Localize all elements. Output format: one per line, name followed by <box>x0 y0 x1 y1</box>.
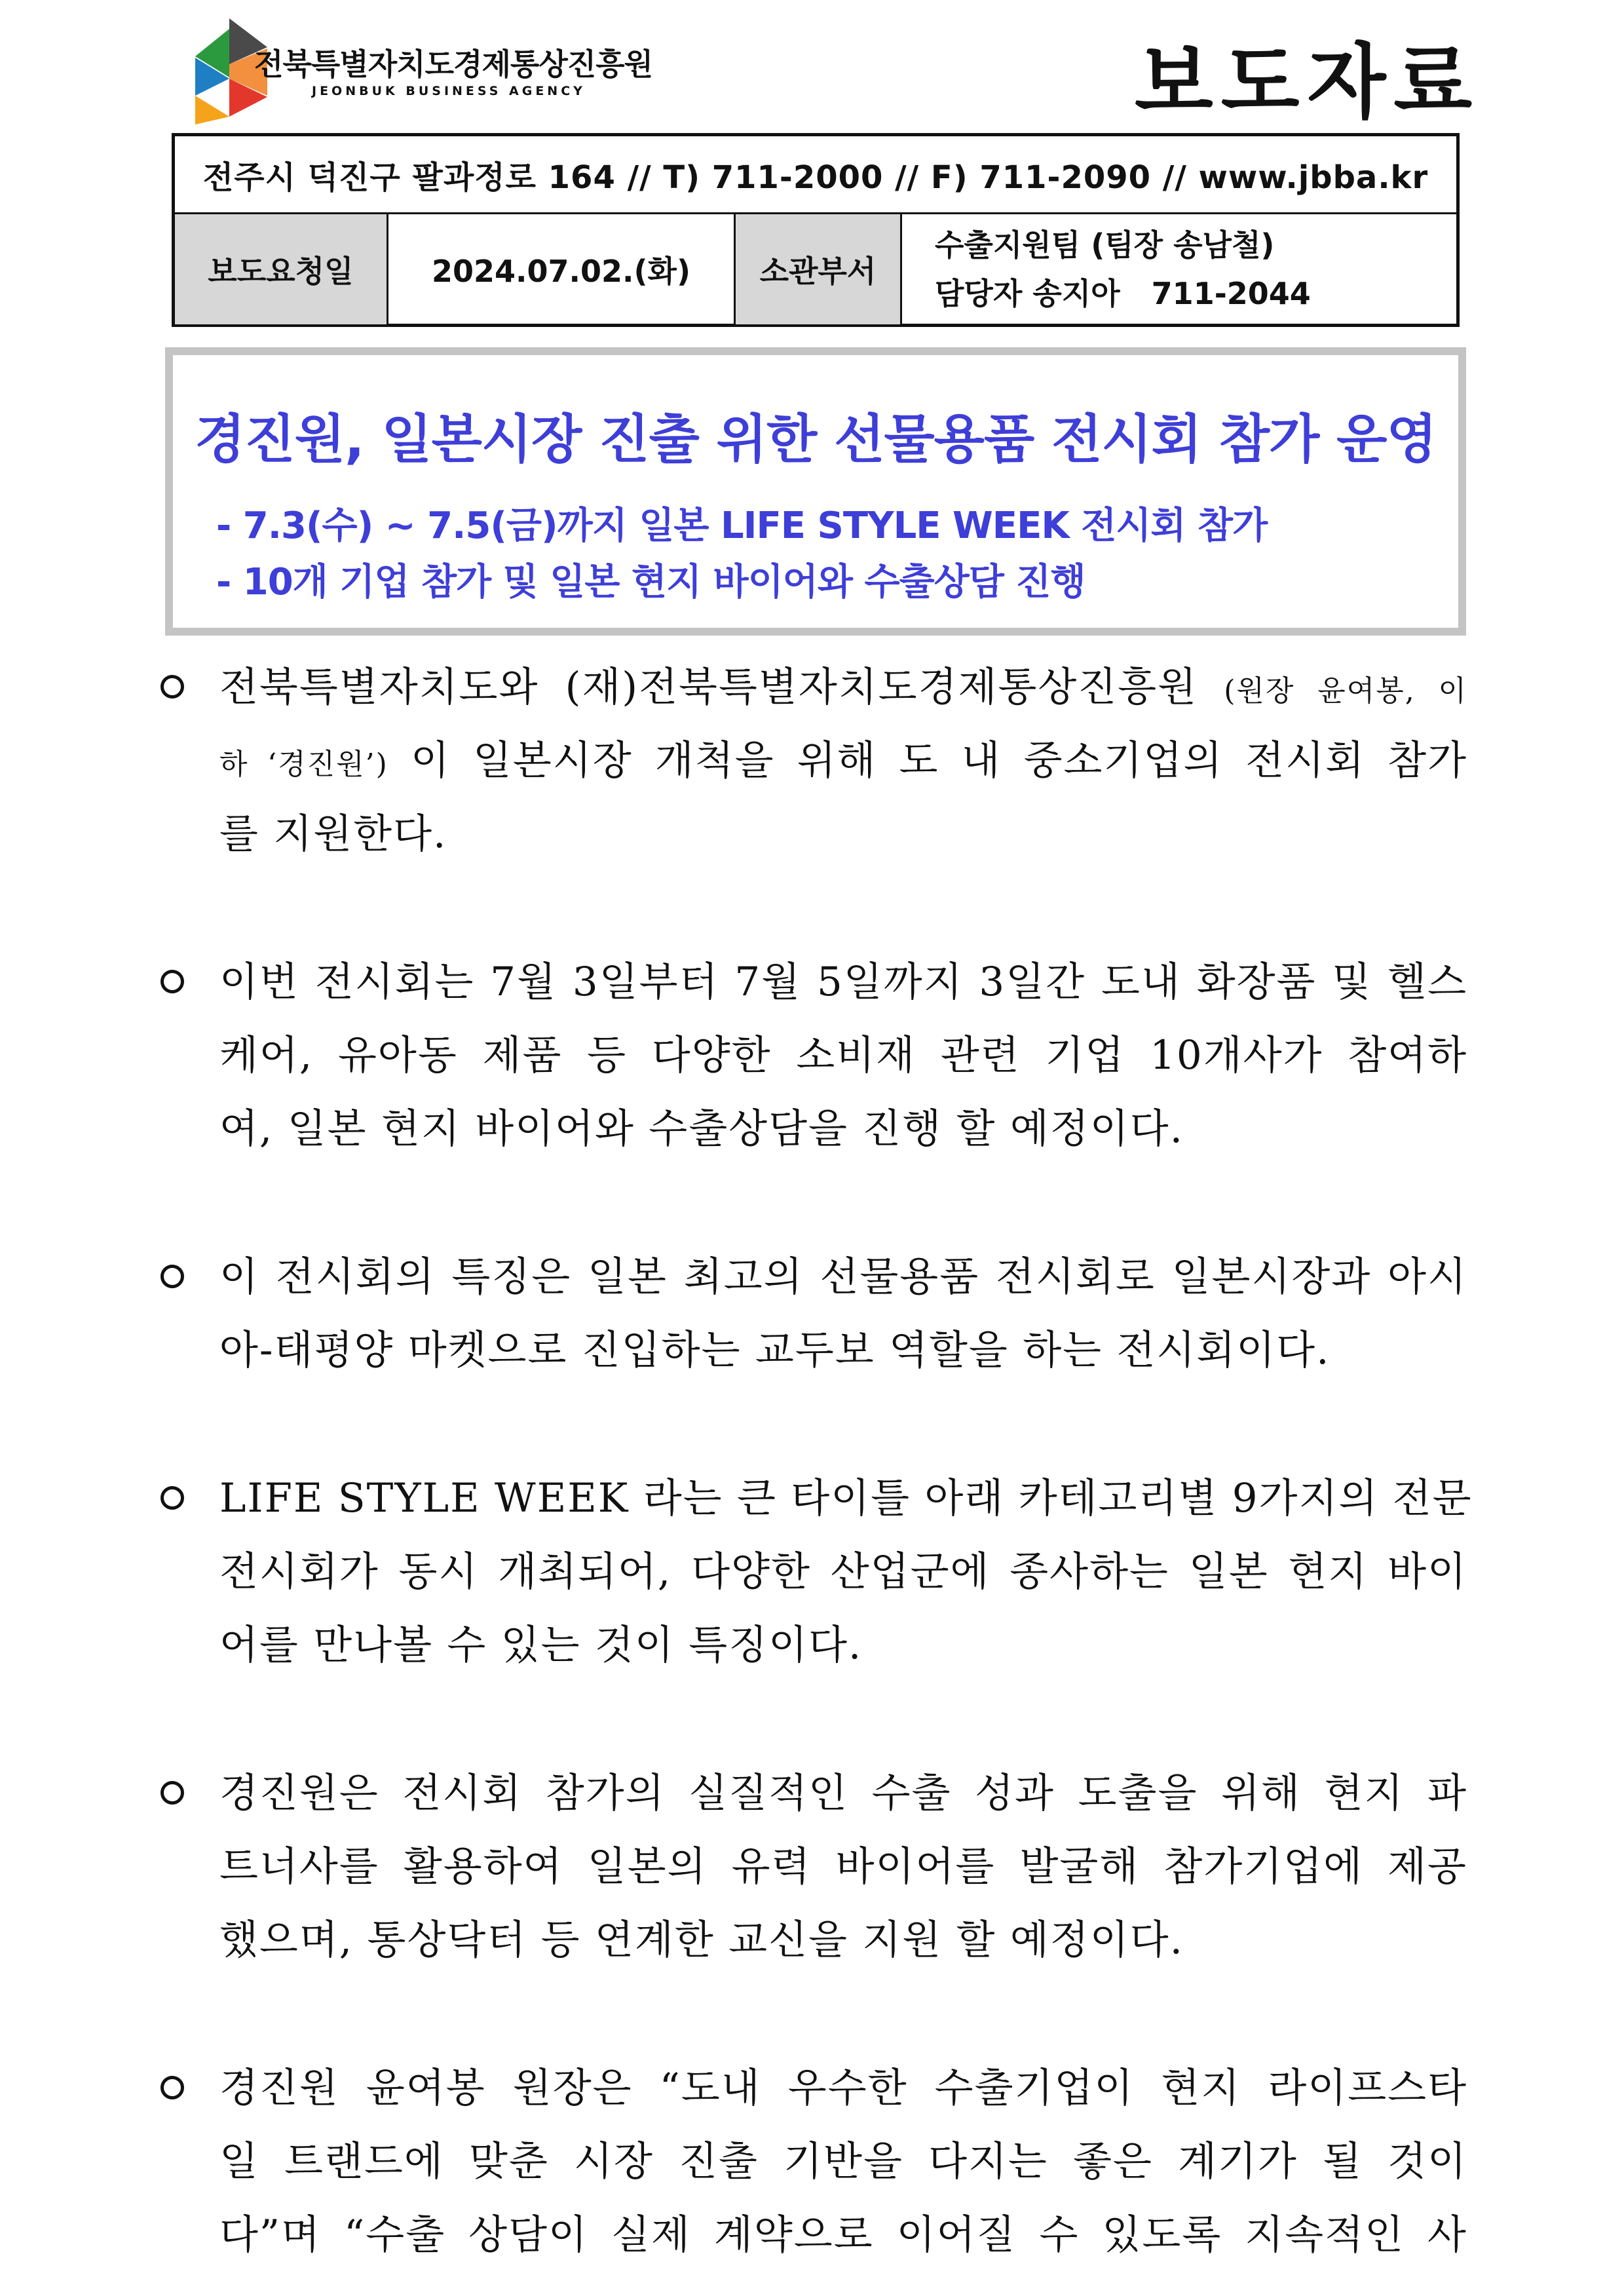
info-row <box>175 214 1456 324</box>
info-table <box>172 133 1460 327</box>
paragraph-line: 했으며, 통상닥터 등 연계한 교신을 지원 할 예정이다. <box>219 1917 1184 1963</box>
paragraph-line: 경진원은 전시회 참가의 실질적인 수출 성과 도출을 위해 현지 파 <box>219 1770 1467 1816</box>
paragraph-text-small: 하 ‘경진원’) <box>219 748 388 781</box>
paragraph-line: 어를 만나볼 수 있는 것이 특징이다. <box>219 1622 863 1668</box>
bullet-circle-icon <box>161 1265 184 1288</box>
department-info <box>902 214 1456 324</box>
contact-line: 전주시 덕진구 팔과정로 164 // T) 711-2000 // F) 711-2090 // www.jbba.kr <box>175 136 1456 214</box>
document-type-title: 보도자료 <box>1135 35 1481 130</box>
paragraph-line: 트너사를 활용하여 일본의 유력 바이어를 발굴해 참가기업에 제공 <box>219 1843 1467 1890</box>
agency-name: 전북특별자치도경제통상진흥원 <box>254 47 653 82</box>
paragraph-line: 이 전시회의 특징은 일본 최고의 선물용품 전시회로 일본시장과 아시 <box>219 1253 1467 1300</box>
bullet-circle-icon <box>161 1486 184 1510</box>
paragraph-line: 이번 전시회는 7월 3일부터 7월 5일까지 3일간 도내 화장품 및 헬스 <box>219 959 1467 1005</box>
paragraph-text: 전북특별자치도와 (재)전북특별자치도경제통상진흥원 <box>219 664 1198 710</box>
paragraph-line: 다”며 “수출 상담이 실제 계약으로 이어질 수 있도록 지속적인 사 <box>219 2211 1467 2258</box>
subheadline-2: - 10개 기업 참가 및 일본 현지 바이어와 수출상담 진행 <box>216 561 1086 603</box>
paragraph-line: LIFE STYLE WEEK 라는 큰 타이틀 아래 카테고리별 9가지의 전문 <box>219 1475 1473 1521</box>
paragraph-line: 경진원 윤여봉 원장은 “도내 우수한 수출기업이 현지 라이프스타 <box>219 2065 1467 2111</box>
paragraph-line <box>219 737 1467 789</box>
headline-title: 경진원, 일본시장 진출 위한 선물용품 전시회 참가 운영 <box>195 409 1437 470</box>
paragraph-line: 아-태평양 마켓으로 진입하는 교두보 역할을 하는 전시회이다. <box>219 1327 1331 1373</box>
subheadline-1: - 7.3(수) ~ 7.5(금)까지 일본 LIFE STYLE WEEK 전시회 참가 <box>216 505 1268 547</box>
paragraph-line <box>219 663 1467 716</box>
headline-box <box>165 347 1466 636</box>
paragraph-line: 케어, 유아동 제품 등 다양한 소비재 관련 기업 10개사가 참여하 <box>219 1032 1467 1079</box>
paragraph-line: 전시회가 동시 개최되어, 다양한 산업군에 종사하는 일본 현지 바이 <box>219 1548 1467 1595</box>
agency-name-english: JEONBUK BUSINESS AGENCY <box>312 84 586 98</box>
paragraph-text-small: (원장 윤여봉, 이 <box>1224 674 1467 708</box>
department-contact: 담당자 송지아 711-2044 <box>935 276 1311 311</box>
department-team: 수출지원팀 (팀장 송남철) <box>935 227 1275 263</box>
bullet-circle-icon <box>161 1781 184 1805</box>
bullet-circle-icon <box>161 2076 184 2099</box>
bullet-circle-icon <box>161 970 184 993</box>
request-date: 2024.07.02.(화) <box>388 214 736 324</box>
paragraph-line: 여, 일본 현지 바이어와 수출상담을 진행 할 예정이다. <box>219 1105 1184 1152</box>
department-label: 소관부서 <box>736 214 902 324</box>
paragraph-text: 이 일본시장 개척을 위해 도 내 중소기업의 전시회 참가 <box>410 737 1468 784</box>
paragraph-line: 를 지원한다. <box>219 811 447 857</box>
paragraph-line: 일 트랜드에 맞춘 시장 진출 기반을 다지는 좋은 계기가 될 것이 <box>219 2138 1467 2185</box>
bullet-circle-icon <box>161 675 184 698</box>
request-date-label: 보도요청일 <box>175 214 388 324</box>
